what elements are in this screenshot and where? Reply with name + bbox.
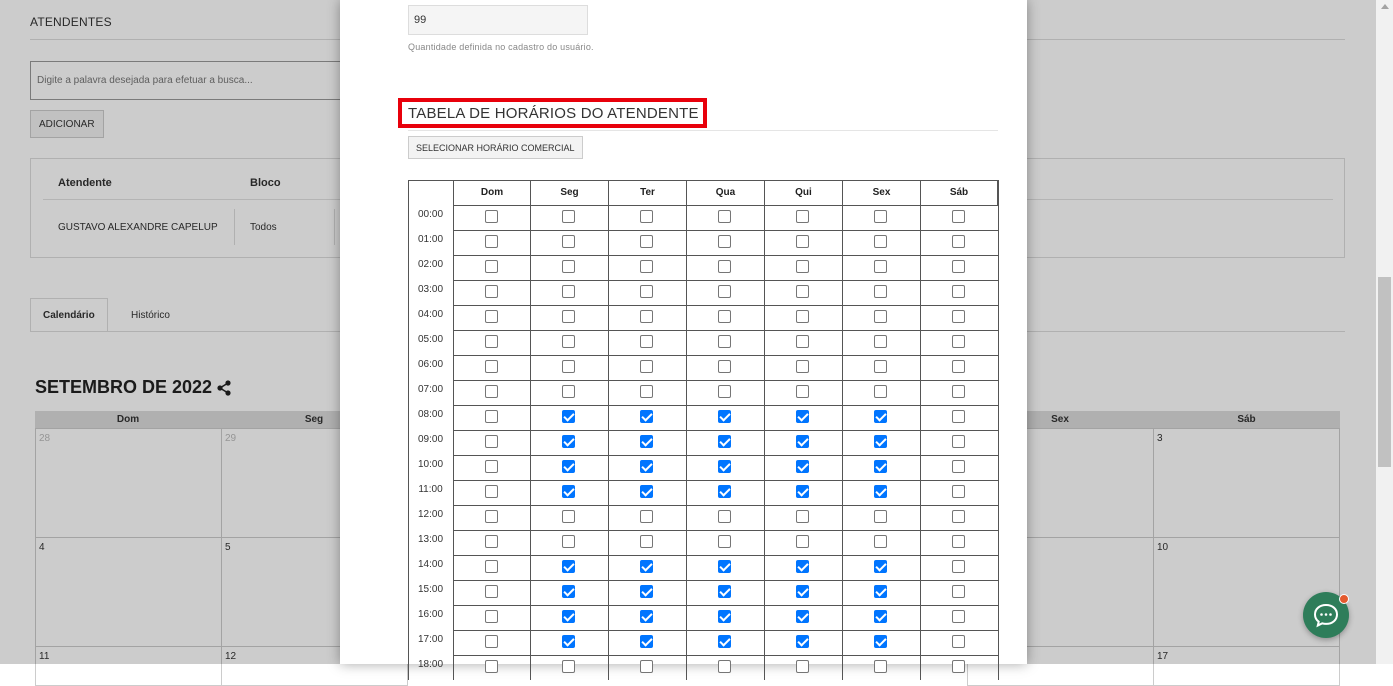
search-input[interactable]: Digite a palavra desejada para efetuar a busca...	[30, 61, 360, 100]
grid-row-line	[453, 505, 998, 506]
schedule-checkbox[interactable]	[796, 260, 809, 273]
schedule-checkbox[interactable]	[718, 435, 731, 448]
month-title-text: SETEMBRO DE 2022	[35, 377, 213, 397]
schedule-checkbox[interactable]	[485, 585, 498, 598]
schedule-checkbox[interactable]	[796, 610, 809, 623]
schedule-checkbox[interactable]	[874, 260, 887, 273]
schedule-checkbox[interactable]	[718, 335, 731, 348]
hour-label: 04:00	[417, 309, 444, 320]
calendar-day[interactable]: 12	[221, 646, 408, 686]
schedule-checkbox[interactable]	[874, 285, 887, 298]
hour-label: 01:00	[417, 234, 444, 245]
hour-label: 12:00	[417, 509, 444, 520]
grid-row-line	[453, 355, 998, 356]
schedule-checkbox[interactable]	[874, 585, 887, 598]
schedule-table-title: TABELA DE HORÁRIOS DO ATENDENTE	[398, 98, 707, 128]
hour-label: 10:00	[417, 459, 444, 470]
schedule-checkbox[interactable]	[796, 560, 809, 573]
calendar-header-monday: Seg	[304, 414, 324, 425]
schedule-checkbox[interactable]	[485, 535, 498, 548]
schedule-checkbox[interactable]	[485, 510, 498, 523]
schedule-checkbox[interactable]	[562, 285, 575, 298]
schedule-checkbox[interactable]	[485, 485, 498, 498]
hour-label: 06:00	[417, 359, 444, 370]
grid-row-line	[453, 605, 998, 606]
select-commercial-hours-button[interactable]: SELECIONAR HORÁRIO COMERCIAL	[408, 136, 583, 159]
schedule-checkbox[interactable]	[952, 560, 965, 573]
schedule-checkbox[interactable]	[796, 635, 809, 648]
schedule-checkbox[interactable]	[952, 235, 965, 248]
schedule-checkbox[interactable]	[562, 410, 575, 423]
schedule-checkbox[interactable]	[640, 485, 653, 498]
page-scrollbar[interactable]	[1376, 0, 1393, 664]
schedule-checkbox[interactable]	[485, 660, 498, 673]
calendar-day[interactable]: 28	[35, 428, 222, 538]
grid-row-line	[453, 205, 998, 206]
schedule-checkbox[interactable]	[640, 460, 653, 473]
schedule-checkbox[interactable]	[952, 435, 965, 448]
hour-label: 08:00	[417, 409, 444, 420]
schedule-checkbox[interactable]	[952, 210, 965, 223]
schedule-checkbox[interactable]	[874, 310, 887, 323]
schedule-checkbox[interactable]	[874, 410, 887, 423]
schedule-checkbox[interactable]	[640, 235, 653, 248]
calendar-header-sunday: Dom	[116, 414, 140, 425]
schedule-checkbox[interactable]	[874, 335, 887, 348]
schedule-checkbox[interactable]	[562, 510, 575, 523]
schedule-checkbox[interactable]	[952, 260, 965, 273]
calendar-day[interactable]: 3	[1153, 428, 1340, 538]
scrollbar-thumb[interactable]	[1378, 277, 1391, 467]
schedule-checkbox[interactable]	[718, 660, 731, 673]
tab-calendar[interactable]: Calendário	[30, 298, 108, 332]
schedule-checkbox[interactable]	[952, 635, 965, 648]
schedule-checkbox[interactable]	[874, 435, 887, 448]
schedule-checkbox[interactable]	[640, 660, 653, 673]
calendar-header-saturday: Sáb	[1237, 414, 1256, 425]
schedule-checkbox[interactable]	[796, 460, 809, 473]
schedule-checkbox[interactable]	[796, 385, 809, 398]
schedule-checkbox[interactable]	[874, 635, 887, 648]
day-header: Seg	[530, 180, 608, 205]
grid-row-line	[453, 430, 998, 431]
schedule-checkbox[interactable]	[485, 460, 498, 473]
schedule-checkbox[interactable]	[796, 535, 809, 548]
grid-row-line	[453, 330, 998, 331]
grid-row-line	[453, 580, 998, 581]
schedule-checkbox[interactable]	[796, 435, 809, 448]
calendar-day[interactable]: 29	[221, 428, 408, 538]
schedule-checkbox[interactable]	[640, 410, 653, 423]
schedule-checkbox[interactable]	[562, 585, 575, 598]
add-button[interactable]: ADICIONAR	[30, 110, 104, 138]
calendar-header-friday: Sex	[1051, 414, 1069, 425]
day-header: Sex	[842, 180, 920, 205]
schedule-checkbox[interactable]	[640, 210, 653, 223]
hour-label: 18:00	[417, 659, 444, 670]
schedule-checkbox[interactable]	[952, 535, 965, 548]
chat-notification-badge	[1339, 594, 1349, 604]
quantity-input[interactable]: 99	[408, 5, 588, 35]
schedule-checkbox[interactable]	[562, 210, 575, 223]
grid-row-line	[453, 655, 998, 656]
schedule-checkbox[interactable]	[952, 285, 965, 298]
schedule-checkbox[interactable]	[718, 210, 731, 223]
schedule-checkbox[interactable]	[640, 610, 653, 623]
schedule-checkbox[interactable]	[952, 610, 965, 623]
schedule-checkbox[interactable]	[562, 260, 575, 273]
grid-row-line	[453, 630, 998, 631]
schedule-checkbox[interactable]	[562, 360, 575, 373]
schedule-checkbox[interactable]	[718, 360, 731, 373]
schedule-checkbox[interactable]	[718, 310, 731, 323]
schedule-checkbox[interactable]	[485, 210, 498, 223]
schedule-checkbox[interactable]	[485, 360, 498, 373]
schedule-checkbox[interactable]	[874, 560, 887, 573]
column-header-attendant: Atendente	[58, 177, 112, 189]
schedule-checkbox[interactable]	[562, 435, 575, 448]
grid-row-line	[453, 280, 998, 281]
schedule-checkbox[interactable]	[640, 385, 653, 398]
schedule-checkbox[interactable]	[562, 460, 575, 473]
scroll-up-arrow-icon[interactable]	[1381, 4, 1389, 9]
schedule-checkbox[interactable]	[485, 310, 498, 323]
schedule-checkbox[interactable]	[952, 660, 965, 673]
schedule-checkbox[interactable]	[562, 310, 575, 323]
schedule-checkbox[interactable]	[485, 610, 498, 623]
calendar-day[interactable]: 11	[35, 646, 222, 686]
grid-row-line	[453, 455, 998, 456]
attendant-modal	[340, 0, 1027, 670]
schedule-checkbox[interactable]	[718, 260, 731, 273]
day-header: Dom	[453, 180, 530, 205]
schedule-checkbox[interactable]	[640, 535, 653, 548]
schedule-checkbox[interactable]	[562, 560, 575, 573]
day-header: Ter	[608, 180, 686, 205]
schedule-checkbox[interactable]	[485, 435, 498, 448]
hour-label: 17:00	[417, 634, 444, 645]
schedule-checkbox[interactable]	[562, 635, 575, 648]
schedule-checkbox[interactable]	[485, 385, 498, 398]
schedule-checkbox[interactable]	[562, 485, 575, 498]
schedule-checkbox[interactable]	[952, 360, 965, 373]
schedule-checkbox[interactable]	[718, 535, 731, 548]
schedule-checkbox[interactable]	[952, 310, 965, 323]
schedule-checkbox[interactable]	[796, 660, 809, 673]
schedule-checkbox[interactable]	[485, 235, 498, 248]
schedule-checkbox[interactable]	[718, 485, 731, 498]
cell-block: Todos	[250, 222, 277, 233]
cell-attendant-name[interactable]: GUSTAVO ALEXANDRE CAPELUP	[58, 222, 218, 233]
schedule-checkbox[interactable]	[718, 510, 731, 523]
section-title: ATENDENTES	[30, 15, 112, 29]
hour-label: 00:00	[417, 209, 444, 220]
schedule-checkbox[interactable]	[796, 360, 809, 373]
schedule-checkbox[interactable]	[718, 635, 731, 648]
schedule-checkbox[interactable]	[485, 285, 498, 298]
schedule-checkbox[interactable]	[718, 610, 731, 623]
schedule-checkbox[interactable]	[952, 385, 965, 398]
grid-row-line	[453, 405, 998, 406]
hour-label: 07:00	[417, 384, 444, 395]
schedule-checkbox[interactable]	[485, 560, 498, 573]
schedule-checkbox[interactable]	[796, 210, 809, 223]
column-header-block: Bloco	[250, 177, 281, 189]
schedule-checkbox[interactable]	[796, 510, 809, 523]
hour-label: 05:00	[417, 334, 444, 345]
schedule-checkbox[interactable]	[640, 635, 653, 648]
calendar-day[interactable]: 10	[1153, 537, 1340, 647]
schedule-checkbox[interactable]	[718, 460, 731, 473]
grid-row-line	[453, 255, 998, 256]
grid-row-line	[453, 305, 998, 306]
grid-row-line	[453, 480, 998, 481]
hour-label: 02:00	[417, 259, 444, 270]
schedule-checkbox[interactable]	[874, 460, 887, 473]
schedule-title-divider	[408, 130, 998, 131]
schedule-checkbox[interactable]	[718, 235, 731, 248]
tab-history[interactable]: Histórico	[131, 309, 170, 321]
schedule-checkbox[interactable]	[562, 610, 575, 623]
day-header: Sáb	[920, 180, 998, 205]
schedule-checkbox[interactable]	[874, 510, 887, 523]
calendar-day[interactable]: 4	[35, 537, 222, 647]
schedule-checkbox[interactable]	[718, 585, 731, 598]
schedule-checkbox[interactable]	[796, 335, 809, 348]
schedule-checkbox[interactable]	[640, 335, 653, 348]
schedule-checkbox[interactable]	[796, 310, 809, 323]
schedule-checkbox[interactable]	[874, 360, 887, 373]
grid-row-line	[453, 530, 998, 531]
schedule-checkbox[interactable]	[485, 410, 498, 423]
schedule-checkbox[interactable]	[874, 610, 887, 623]
hour-label: 09:00	[417, 434, 444, 445]
grid-column-line	[998, 180, 999, 680]
hour-label: 11:00	[418, 484, 443, 495]
schedule-checkbox[interactable]	[640, 435, 653, 448]
schedule-checkbox[interactable]	[718, 560, 731, 573]
schedule-checkbox[interactable]	[640, 510, 653, 523]
hour-label: 15:00	[417, 584, 444, 595]
schedule-checkbox[interactable]	[796, 585, 809, 598]
schedule-checkbox[interactable]	[485, 635, 498, 648]
hour-column	[408, 180, 453, 680]
day-header: Qua	[686, 180, 764, 205]
schedule-checkbox[interactable]	[874, 660, 887, 673]
schedule-checkbox[interactable]	[640, 285, 653, 298]
schedule-checkbox[interactable]	[640, 360, 653, 373]
hour-label: 16:00	[417, 609, 444, 620]
schedule-checkbox[interactable]	[874, 210, 887, 223]
schedule-checkbox[interactable]	[640, 260, 653, 273]
schedule-checkbox[interactable]	[640, 310, 653, 323]
hour-label: 03:00	[417, 284, 444, 295]
calendar-day[interactable]: 17	[1153, 646, 1340, 686]
schedule-checkbox[interactable]	[562, 660, 575, 673]
schedule-checkbox[interactable]	[796, 485, 809, 498]
schedule-checkbox[interactable]	[718, 410, 731, 423]
grid-row-line	[453, 380, 998, 381]
schedule-checkbox[interactable]	[874, 235, 887, 248]
schedule-checkbox[interactable]	[718, 385, 731, 398]
schedule-checkbox[interactable]	[640, 560, 653, 573]
quantity-help-text: Quantidade definida no cadastro do usuário.	[408, 42, 594, 52]
schedule-checkbox[interactable]	[874, 535, 887, 548]
schedule-checkbox[interactable]	[562, 235, 575, 248]
schedule-checkbox[interactable]	[796, 285, 809, 298]
schedule-checkbox[interactable]	[562, 535, 575, 548]
hour-label: 14:00	[417, 559, 444, 570]
schedule-checkbox[interactable]	[874, 385, 887, 398]
schedule-checkbox[interactable]	[485, 260, 498, 273]
schedule-checkbox[interactable]	[952, 460, 965, 473]
schedule-checkbox[interactable]	[640, 585, 653, 598]
calendar-day[interactable]: 5	[221, 537, 408, 647]
schedule-checkbox[interactable]	[796, 235, 809, 248]
schedule-checkbox[interactable]	[952, 410, 965, 423]
schedule-checkbox[interactable]	[718, 285, 731, 298]
schedule-checkbox[interactable]	[796, 410, 809, 423]
schedule-checkbox[interactable]	[562, 335, 575, 348]
schedule-checkbox[interactable]	[952, 510, 965, 523]
day-header: Qui	[764, 180, 842, 205]
schedule-checkbox[interactable]	[485, 335, 498, 348]
schedule-checkbox[interactable]	[952, 335, 965, 348]
schedule-checkbox[interactable]	[952, 485, 965, 498]
schedule-checkbox[interactable]	[874, 485, 887, 498]
schedule-checkbox[interactable]	[562, 385, 575, 398]
grid-row-line	[453, 555, 998, 556]
grid-row-line	[453, 230, 998, 231]
schedule-checkbox[interactable]	[952, 585, 965, 598]
hour-label: 13:00	[417, 534, 444, 545]
